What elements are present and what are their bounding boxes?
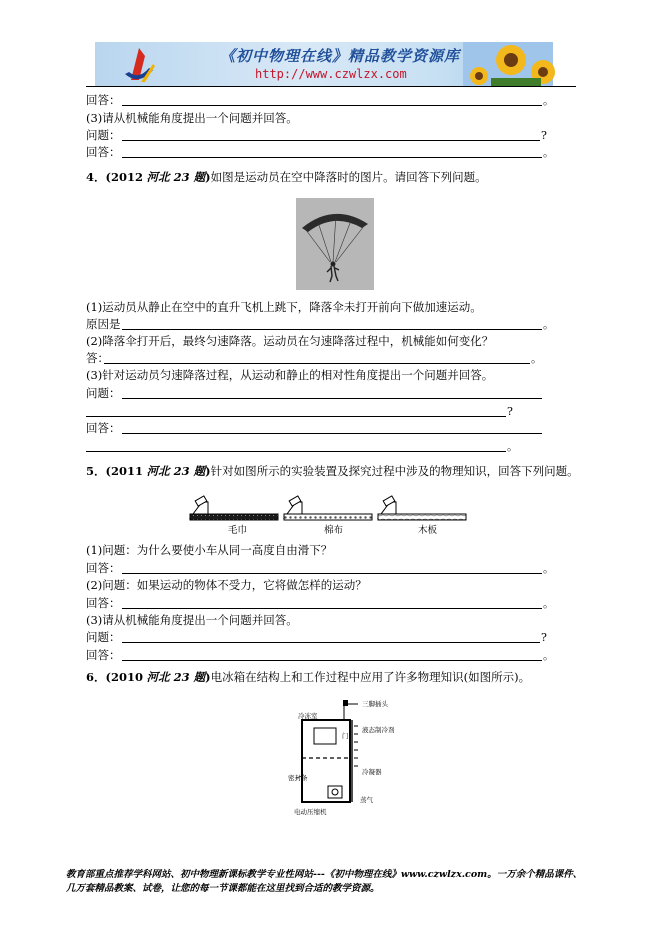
surface-label-towel: 毛巾 xyxy=(228,525,248,536)
friction-experiment-diagram xyxy=(188,490,468,536)
answer-blank[interactable] xyxy=(122,433,542,434)
footer-line-2: 几万套精品教案、试卷，让您的每一节课都能在这里找到合适的教学资源。 xyxy=(66,883,380,894)
label-vapor: 蒸气 xyxy=(360,796,373,804)
answer-label: 回答： xyxy=(86,561,121,575)
answer-label: 回答： xyxy=(86,93,121,107)
header-title: 《初中物理在线》精品教学资源库 xyxy=(220,47,461,65)
sunflower-image xyxy=(463,42,553,86)
label-seal: 密封条 xyxy=(288,774,308,782)
q4-sub1: (1)运动员从静止在空中的直升飞机上跳下，降落伞未打开前向下做加速运动。 xyxy=(86,300,482,314)
label-compressor: 电动压缩机 xyxy=(294,808,327,816)
cotton-track xyxy=(284,496,372,520)
label-freezer: 冷冻室 xyxy=(298,712,318,720)
question-mark: ? xyxy=(541,631,547,644)
period-mark: 。 xyxy=(507,440,518,453)
header-url[interactable]: http://www.czwlzx.com xyxy=(255,67,407,81)
towel-track xyxy=(190,496,278,520)
answer-blank[interactable] xyxy=(122,573,542,574)
ans-label: 答： xyxy=(86,351,109,365)
because-label: 原因是 xyxy=(86,317,121,331)
wood-track xyxy=(378,496,466,520)
question-blank[interactable] xyxy=(122,398,542,399)
answer-label: 回答： xyxy=(86,421,121,435)
q5-heading: 5．(2011 河北 23 题)针对如图所示的实验装置及探究过程中涉及的物理知识，回答下列问题。 xyxy=(86,464,579,478)
q5-sub1: (1)问题：为什么要使小车从同一高度自由滑下？ xyxy=(86,543,333,557)
surface-label-wood: 木板 xyxy=(418,525,438,536)
period-mark: 。 xyxy=(543,649,554,662)
period-mark: 。 xyxy=(543,318,554,331)
label-gate: 门 xyxy=(342,732,349,740)
question-label: 问题： xyxy=(86,630,121,644)
site-logo xyxy=(117,42,157,86)
q5-sub2: (2)问题：如果运动的物体不受力，它将做怎样的运动？ xyxy=(86,578,367,592)
answer-label: 回答： xyxy=(86,596,121,610)
question-mark: ? xyxy=(507,405,513,418)
footer-line-1: 教育部重点推荐学科网站、初中物理新课标教学专业性网站---《初中物理在线》www.czwlzx.com。一万余个精品课件、 xyxy=(66,869,583,880)
answer-blank[interactable] xyxy=(122,608,542,609)
period-mark: 。 xyxy=(543,94,554,107)
question-blank[interactable] xyxy=(86,416,506,417)
period-mark: 。 xyxy=(531,352,542,365)
header-banner xyxy=(95,42,553,86)
question-blank[interactable] xyxy=(122,140,540,141)
answer-blank[interactable] xyxy=(122,105,542,106)
label-liquid: 液态制冷剂 xyxy=(362,726,395,734)
answer-blank[interactable] xyxy=(122,329,542,330)
answer-label: 回答： xyxy=(86,145,121,159)
question-label: 问题： xyxy=(86,386,121,400)
answer-label: 回答： xyxy=(86,648,121,662)
answer-blank[interactable] xyxy=(86,451,506,452)
period-mark: 。 xyxy=(543,562,554,575)
surface-label-cotton: 棉布 xyxy=(324,525,344,536)
question-mark: ? xyxy=(541,129,547,142)
q4-sub3: (3)针对运动员匀速降落过程，从运动和静止的相对性角度提出一个问题并回答。 xyxy=(86,368,494,382)
q5-sub3: (3)请从机械能角度提出一个问题并回答。 xyxy=(86,613,298,627)
question-label: 问题： xyxy=(86,128,121,142)
header-rule xyxy=(86,86,576,87)
period-mark: 。 xyxy=(543,146,554,159)
answer-blank[interactable] xyxy=(104,363,530,364)
period-mark: 。 xyxy=(543,597,554,610)
refrigerator-diagram xyxy=(288,696,395,820)
q6-heading: 6．(2010 河北 23 题)电冰箱在结构上和工作过程中应用了许多物理知识(如图所示)。 xyxy=(86,670,531,684)
question-blank[interactable] xyxy=(122,642,540,643)
top-item3: (3)请从机械能角度提出一个问题并回答。 xyxy=(86,111,298,125)
label-plug: 三脚插头 xyxy=(362,700,388,708)
q4-heading: 4．(2012 河北 23 题)如图是运动员在空中降落时的图片。请回答下列问题。 xyxy=(86,170,487,184)
q4-sub2: (2)降落伞打开后，最终匀速降落。运动员在匀速降落过程中，机械能如何变化？ xyxy=(86,334,494,348)
label-condenser: 冷凝器 xyxy=(362,768,382,776)
parachute-photo xyxy=(296,198,374,290)
answer-blank[interactable] xyxy=(122,157,542,158)
answer-blank[interactable] xyxy=(122,660,542,661)
